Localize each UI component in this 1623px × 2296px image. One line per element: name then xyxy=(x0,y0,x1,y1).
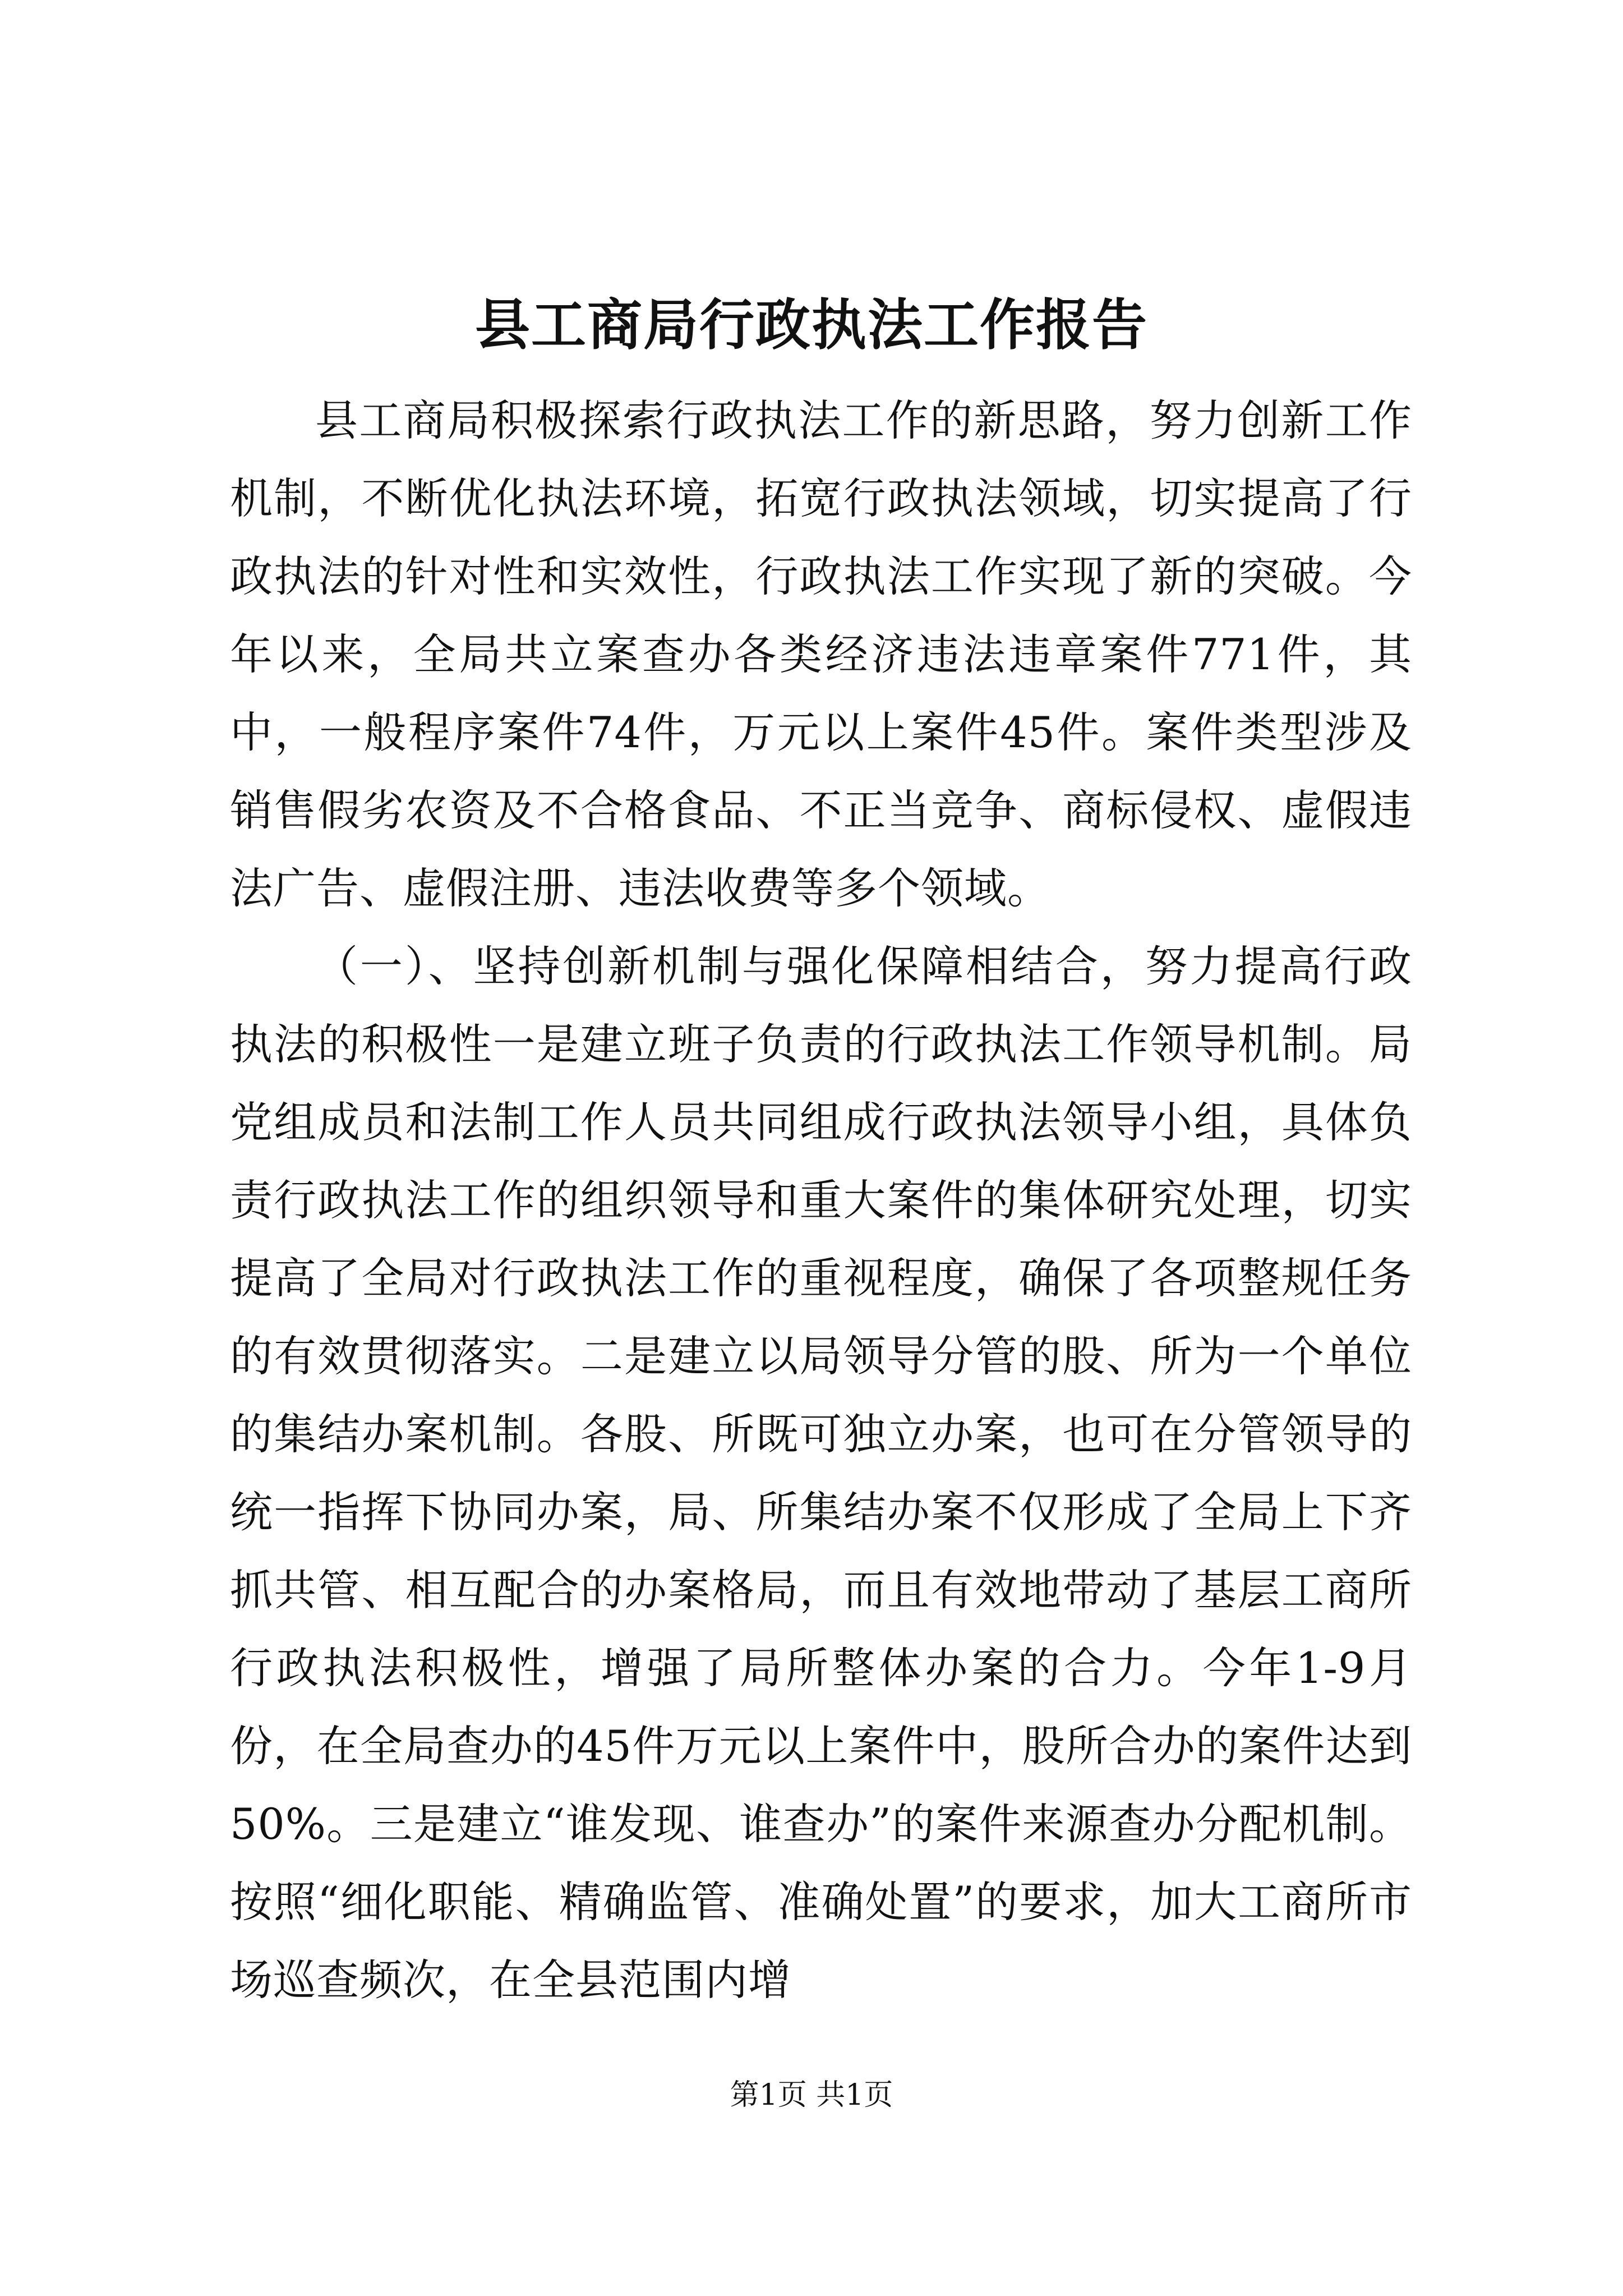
page-footer xyxy=(0,2076,1623,2115)
document-body xyxy=(230,381,1412,2019)
paragraph-section-one: （一）、坚持创新机制与强化保障相结合，努力提高行政执法的积极性一是建立班子负责的行政执法工作领导机制。局党组成员和法制工作人员共同组成行政执法领导小组，具体负责行政执法工作的组织领导和重大案件的集体研究处理，切实提高了全局对行政执法工作的重视程度，确保了各项整规任务的有效贯彻落实。二是建立以局领导分管的股、所为一个单位的集结办案机制。各股、所既可独立办案，也可在分管领导的统一指挥下协同办案，局、所集结办案不仅形成了全局上下齐抓共管、相互配合的办案格局，而且有效地带动了基层工商所行政执法积极性，增强了局所整体办案的合力。今年1-9月份，在全局查办的45件万元以上案件中，股所合办的案件达到50%。三是建立“谁发现、谁查办”的案件来源查办分配机制。按照“细化职能、精确监管、准确处置”的要求，加大工商所市场巡查频次，在全县范围内增 xyxy=(230,941,1412,2005)
paragraph-intro: 县工商局积极探索行政执法工作的新思路，努力创新工作机制，不断优化执法环境，拓宽行政执法领域，切实提高了行政执法的针对性和实效性，行政执法工作实现了新的突破。今年以来，全局共立案查办各类经济违法违章案件771件，其中，一般程序案件74件，万元以上案件45件。案件类型涉及销售假劣农资及不合格食品、不正当竞争、商标侵权、虚假违法广告、虚假注册、违法收费等多个领域。 xyxy=(230,395,1412,913)
page-number: 第1页 共1页 xyxy=(730,2078,893,2112)
document-title: 县工商局行政执法工作报告 xyxy=(474,293,1148,357)
